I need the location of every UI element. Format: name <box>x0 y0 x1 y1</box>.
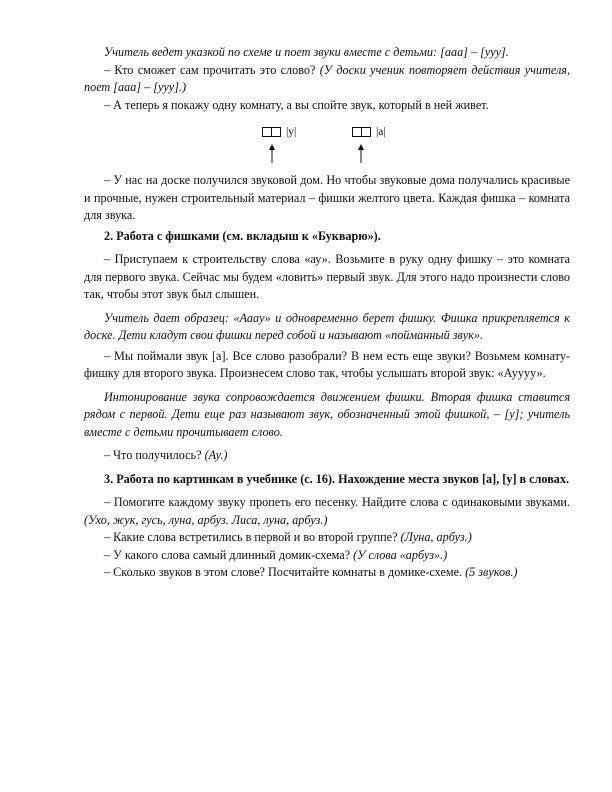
paragraph-caught-sound: – Мы поймали звук [а]. Все слово разобрали? В нем есть еще звуки? Возьмем комнату-фишку для второго звука. Произнесем слово так, чтобы услышать второй звук: «Ауууу». <box>84 348 570 380</box>
sound-house-scheme <box>84 122 570 168</box>
speech-text: – У какого слова самый длинный домик-схема? <box>104 547 354 562</box>
section-heading-pictures: 3. Работа по картинкам в учебнике (с. 16). Нахождение места звуков [а], [у] в словах. <box>104 471 570 486</box>
paragraph-help-sound <box>84 494 570 529</box>
paragraph-who-can-read <box>84 62 570 97</box>
paragraph-what-happened <box>84 447 570 465</box>
stage-note: (5 звуков.) <box>465 565 518 579</box>
speech-text: – Помогите каждому звуку пропеть его песенку. Найдите слова с одинаковыми звуками. <box>104 495 570 509</box>
sound-label: |a| <box>376 126 386 138</box>
paragraph-longest-house <box>84 547 570 565</box>
stage-note: (Ухо, жук, гусь, луна, арбуз. Лиса, луна, арбуз.) <box>84 512 328 527</box>
room-cell <box>361 127 371 137</box>
stage-note: (У слова «арбуз».) <box>353 547 448 562</box>
speech-text: – Сколько звуков в этом слове? Посчитайте комнаты в домике-схеме. <box>104 565 466 579</box>
speech-text: – Какие слова встретились в первой и во второй группе? <box>104 530 401 544</box>
stage-note: (У доски ученик повторяет действия учителя, поет [ааа] – [ууу].) <box>84 62 571 94</box>
stage-note: (Ау.) <box>204 448 228 462</box>
paragraph-teacher-points: Учитель ведет указкой по схеме и поет звуки вместе с детьми: [ааа] – [ууу]. <box>104 45 509 59</box>
speech-text: – Что получилось? <box>104 448 205 462</box>
up-arrow-icon <box>267 144 277 164</box>
speech-text: – Кто сможет сам прочитать это слово? <box>104 62 320 77</box>
paragraph-which-words <box>84 529 570 547</box>
section-heading-chips: 2. Работа с фишками (см. вкладыш к «Букварю»). <box>104 228 381 243</box>
paragraph-build-word: – Приступаем к строительству слова «ау». Возьмите в руку одну фишку – это комната для первого звука. Сейчас мы будем «ловить» первый звук. Для этого надо произнести слово так, чтобы этот звук был слышен. <box>84 252 570 301</box>
sound-house-second <box>352 126 386 138</box>
paragraph-count-sounds <box>84 564 570 582</box>
paragraph-intonation: Интонирование звука сопровождается движением фишки. Вторая фишка ставится рядом с первой. Дети еще раз называют звук, обозначенный этой фишкой, – [у]; учитель вместе с детьми прочитывает слово. <box>84 389 570 439</box>
paragraph-sound-house: – У нас на доске получился звуковой дом. Но чтобы звуковые дома получались красивые и прочные, нужен строительный материал – фишки желтого цвета. Каждая фишка – комната для звука. <box>84 173 570 222</box>
up-arrow-icon <box>356 144 366 164</box>
paragraph-show-room: – А теперь я покажу одну комнату, а вы спойте звук, который в ней живет. <box>104 97 489 112</box>
stage-note: (Луна, арбуз.) <box>400 530 472 544</box>
paragraph-teacher-example: Учитель дает образец: «Аааy» и одновременно берет фишку. Фишка прикрепляется к доске. Дети кладут свои фишки перед собой и называют «пойманный звук». <box>84 310 570 342</box>
room-cell <box>271 127 281 137</box>
sound-label: |у| <box>286 126 297 138</box>
sound-house-first <box>262 126 296 138</box>
document-page <box>84 44 570 582</box>
